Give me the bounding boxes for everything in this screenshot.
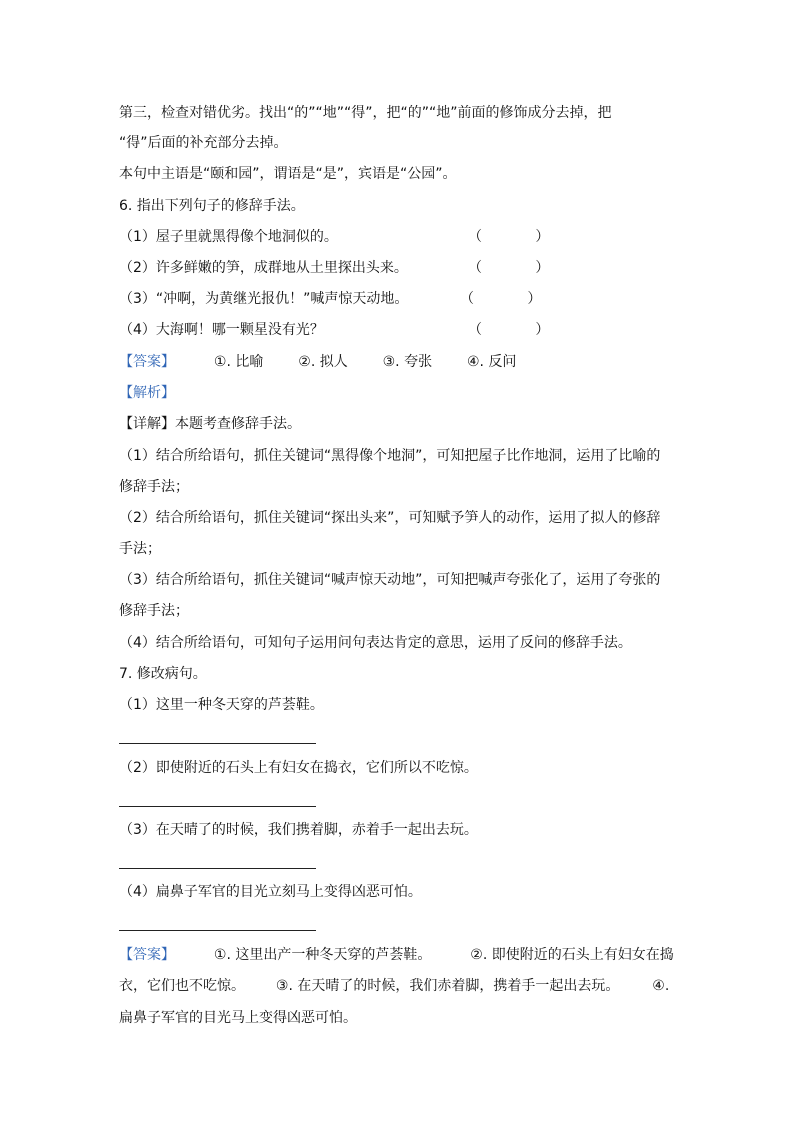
q6-item-4: （4）大海啊！哪一颗星没有光？ (119, 322, 324, 338)
q7-answer-row-3: 扁鼻子军官的目光马上变得凶恶可怕。 (119, 1010, 357, 1026)
explanation-line: （3）结合所给语句，抓住关键词“喊声惊天动地”，可知把喊声夸张化了，运用了夸张的 (119, 572, 661, 588)
q7-answer-row-1 (119, 945, 674, 965)
detail-line: 【详解】本题考查修辞手法。 (119, 416, 301, 432)
q7-item-3: （3）在天晴了的时候，我们携着脚，赤着手一起出去玩。 (119, 822, 478, 838)
explanation-line: 修辞手法； (119, 479, 189, 495)
prev-line-2: “得”后面的补充部分去掉。 (119, 135, 288, 151)
explanation-line: （4）结合所给语句，可知句子运用问句表达肯定的意思，运用了反问的修辞手法。 (119, 635, 632, 651)
q6-item-3: （3）“冲啊，为黄继光报仇！”喊声惊天动地。 (119, 291, 409, 307)
q7-answer-1: ①. 这里出产一种冬天穿的芦荟鞋。 (213, 947, 432, 963)
q6-blank-2: （ ） (468, 260, 550, 276)
prev-line-1: 第三，检查对错优劣。找出“的”“地”“得”，把“的”“地”前面的修饰成分去掉，把 (119, 105, 612, 121)
q6-answer-1: ①. 比喻 (213, 354, 264, 370)
q7-item-1: （1）这里一种冬天穿的芦荟鞋。 (119, 697, 324, 713)
q6-blank-3: （ ） (460, 291, 542, 307)
q7-item-4: （4）扁鼻子军官的目光立刻马上变得凶恶可怕。 (119, 884, 422, 900)
answer-label: 【答案】 (119, 354, 175, 370)
q7-answer-2: ②. 即使附近的石头上有妇女在捣 (470, 947, 674, 963)
q6-answer-row (119, 352, 516, 372)
q7-answer-4: ④. (652, 978, 670, 994)
explanation-line: （2）结合所给语句，抓住关键词“探出头来”，可知赋予笋人的动作，运用了拟人的修辞 (119, 510, 661, 526)
q6-item-1: （1）屋子里就黑得像个地洞似的。 (119, 229, 338, 245)
q6-answer-2: ②. 拟人 (298, 354, 348, 370)
q7-answer-row-2 (119, 976, 669, 996)
q7-answer-3: ③. 在天晴了的时候，我们赤着脚，携着手一起出去玩。 (275, 978, 620, 994)
q6-answer-4: ④. 反问 (466, 354, 517, 370)
q6-blank-1: （ ） (468, 229, 550, 245)
answer-label: 【答案】 (119, 947, 175, 963)
prev-line-3: 本句中主语是“颐和园”，谓语是“是”，宾语是“公园”。 (119, 166, 457, 182)
q6-blank-4: （ ） (468, 322, 550, 338)
q7-title: 7. 修改病句。 (119, 666, 207, 682)
q6-title: 6. 指出下列句子的修辞手法。 (119, 198, 305, 214)
analysis-label: 【解析】 (119, 385, 175, 401)
answer-blank-line (119, 743, 316, 744)
q7-answer-2-cont: 衣，它们也不吃惊。 (119, 978, 245, 994)
answer-blank-line (119, 806, 316, 807)
explanation-line: 手法； (119, 541, 161, 557)
answer-blank-line (119, 930, 316, 931)
q6-item-2: （2）许多鲜嫩的笋，成群地从土里探出头来。 (119, 260, 408, 276)
explanation-line: 修辞手法； (119, 603, 189, 619)
answer-blank-line (119, 868, 316, 869)
q6-answer-3: ③. 夸张 (382, 354, 433, 370)
explanation-line: （1）结合所给语句，抓住关键词“黑得像个地洞”，可知把屋子比作地洞，运用了比喻的 (119, 448, 661, 464)
q7-item-2: （2）即使附近的石头上有妇女在捣衣，它们所以不吃惊。 (119, 760, 478, 776)
